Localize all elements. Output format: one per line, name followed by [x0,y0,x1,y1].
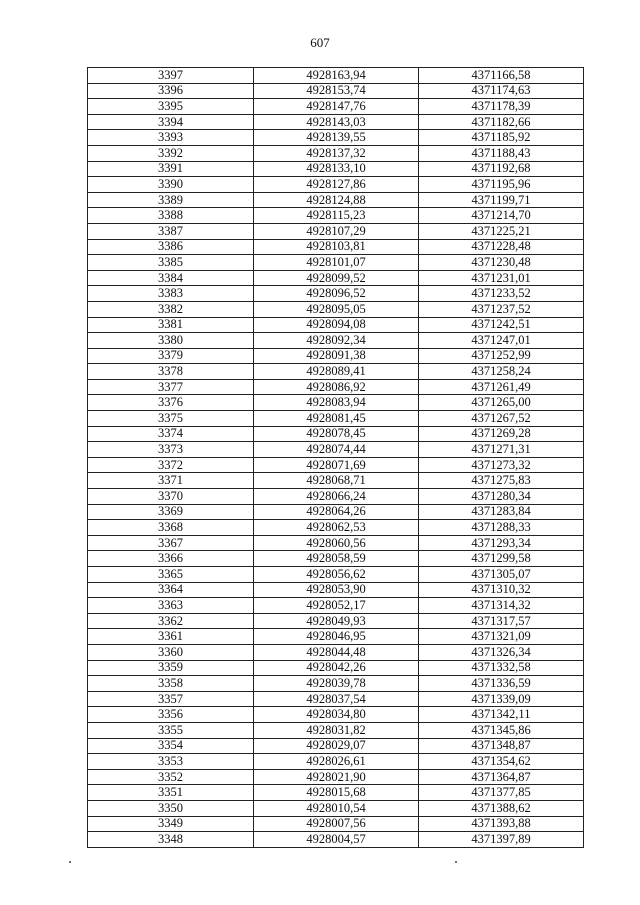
x-coordinate-cell: 4928115,23 [254,208,419,224]
table-row [88,348,584,364]
y-coordinate-cell: 4371377,85 [419,785,584,801]
y-coordinate-cell: 4371192,68 [419,161,584,177]
point-number-cell: 3396 [88,83,254,99]
x-coordinate-cell: 4928124,88 [254,192,419,208]
table-row [88,738,584,754]
table-row [88,270,584,286]
y-coordinate-cell: 4371317,57 [419,613,584,629]
y-coordinate-cell: 4371273,32 [419,457,584,473]
y-coordinate-cell: 4371233,52 [419,286,584,302]
table-row [88,208,584,224]
table-row [88,644,584,660]
x-coordinate-cell: 4928031,82 [254,722,419,738]
y-coordinate-cell: 4371388,62 [419,800,584,816]
point-number-cell: 3395 [88,99,254,115]
table-row [88,629,584,645]
x-coordinate-cell: 4928037,54 [254,691,419,707]
x-coordinate-cell: 4928139,55 [254,130,419,146]
x-coordinate-cell: 4928071,69 [254,457,419,473]
x-coordinate-cell: 4928137,32 [254,145,419,161]
y-coordinate-cell: 4371214,70 [419,208,584,224]
table-row [88,223,584,239]
x-coordinate-cell: 4928026,61 [254,754,419,770]
y-coordinate-cell: 4371275,83 [419,473,584,489]
table-row [88,83,584,99]
y-coordinate-cell: 4371345,86 [419,722,584,738]
point-number-cell: 3371 [88,473,254,489]
point-number-cell: 3353 [88,754,254,770]
point-number-cell: 3363 [88,598,254,614]
table-row [88,379,584,395]
table-row [88,442,584,458]
point-number-cell: 3372 [88,457,254,473]
y-coordinate-cell: 4371339,09 [419,691,584,707]
point-number-cell: 3361 [88,629,254,645]
x-coordinate-cell: 4928015,68 [254,785,419,801]
y-coordinate-cell: 4371230,48 [419,255,584,271]
point-number-cell: 3397 [88,68,254,84]
x-coordinate-cell: 4928092,34 [254,333,419,349]
y-coordinate-cell: 4371195,96 [419,177,584,193]
x-coordinate-cell: 4928081,45 [254,411,419,427]
table-row [88,177,584,193]
point-number-cell: 3378 [88,364,254,380]
x-coordinate-cell: 4928007,56 [254,816,419,832]
scan-speck-left [69,861,71,863]
x-coordinate-cell: 4928107,29 [254,223,419,239]
x-coordinate-cell: 4928096,52 [254,286,419,302]
table-row [88,130,584,146]
point-number-cell: 3374 [88,426,254,442]
y-coordinate-cell: 4371237,52 [419,301,584,317]
point-number-cell: 3376 [88,395,254,411]
y-coordinate-cell: 4371364,87 [419,769,584,785]
table-row [88,707,584,723]
table-row [88,832,584,848]
table-row [88,364,584,380]
page-number: 607 [310,35,330,50]
point-number-cell: 3391 [88,161,254,177]
y-coordinate-cell: 4371242,51 [419,317,584,333]
point-number-cell: 3392 [88,145,254,161]
table-row [88,161,584,177]
point-number-cell: 3386 [88,239,254,255]
y-coordinate-cell: 4371174,63 [419,83,584,99]
table-row [88,660,584,676]
point-number-cell: 3356 [88,707,254,723]
x-coordinate-cell: 4928095,05 [254,301,419,317]
y-coordinate-cell: 4371283,84 [419,504,584,520]
point-number-cell: 3350 [88,800,254,816]
x-coordinate-cell: 4928010,54 [254,800,419,816]
table-row [88,192,584,208]
x-coordinate-cell: 4928133,10 [254,161,419,177]
point-number-cell: 3352 [88,769,254,785]
point-number-cell: 3348 [88,832,254,848]
point-number-cell: 3365 [88,567,254,583]
y-coordinate-cell: 4371348,87 [419,738,584,754]
table-row [88,598,584,614]
y-coordinate-cell: 4371299,58 [419,551,584,567]
table-row [88,676,584,692]
x-coordinate-cell: 4928029,07 [254,738,419,754]
point-number-cell: 3380 [88,333,254,349]
y-coordinate-cell: 4371288,33 [419,520,584,536]
table-row [88,255,584,271]
x-coordinate-cell: 4928089,41 [254,364,419,380]
y-coordinate-cell: 4371314,32 [419,598,584,614]
x-coordinate-cell: 4928163,94 [254,68,419,84]
x-coordinate-cell: 4928153,74 [254,83,419,99]
point-number-cell: 3373 [88,442,254,458]
y-coordinate-cell: 4371231,01 [419,270,584,286]
table-row [88,68,584,84]
y-coordinate-cell: 4371252,99 [419,348,584,364]
table-row [88,286,584,302]
x-coordinate-cell: 4928034,80 [254,707,419,723]
table-row [88,769,584,785]
table-row [88,426,584,442]
y-coordinate-cell: 4371185,92 [419,130,584,146]
y-coordinate-cell: 4371269,28 [419,426,584,442]
point-number-cell: 3377 [88,379,254,395]
table-row [88,317,584,333]
point-number-cell: 3364 [88,582,254,598]
y-coordinate-cell: 4371166,58 [419,68,584,84]
x-coordinate-cell: 4928143,03 [254,114,419,130]
x-coordinate-cell: 4928064,26 [254,504,419,520]
x-coordinate-cell: 4928074,44 [254,442,419,458]
x-coordinate-cell: 4928101,07 [254,255,419,271]
x-coordinate-cell: 4928004,57 [254,832,419,848]
point-number-cell: 3390 [88,177,254,193]
x-coordinate-cell: 4928039,78 [254,676,419,692]
y-coordinate-cell: 4371336,59 [419,676,584,692]
y-coordinate-cell: 4371326,34 [419,644,584,660]
point-number-cell: 3379 [88,348,254,364]
x-coordinate-cell: 4928094,08 [254,317,419,333]
table-row [88,520,584,536]
table-row [88,785,584,801]
table-row [88,489,584,505]
x-coordinate-cell: 4928056,62 [254,567,419,583]
y-coordinate-cell: 4371199,71 [419,192,584,208]
y-coordinate-cell: 4371258,24 [419,364,584,380]
table-row [88,551,584,567]
y-coordinate-cell: 4371178,39 [419,99,584,115]
point-number-cell: 3385 [88,255,254,271]
scan-speck-right [455,861,457,863]
table-row [88,800,584,816]
point-number-cell: 3381 [88,317,254,333]
y-coordinate-cell: 4371265,00 [419,395,584,411]
point-number-cell: 3351 [88,785,254,801]
point-number-cell: 3389 [88,192,254,208]
x-coordinate-cell: 4928103,81 [254,239,419,255]
x-coordinate-cell: 4928086,92 [254,379,419,395]
table-row [88,411,584,427]
table-row [88,333,584,349]
table-row [88,504,584,520]
x-coordinate-cell: 4928066,24 [254,489,419,505]
y-coordinate-cell: 4371310,32 [419,582,584,598]
point-number-cell: 3368 [88,520,254,536]
table-row [88,473,584,489]
table-row [88,582,584,598]
point-number-cell: 3393 [88,130,254,146]
x-coordinate-cell: 4928078,45 [254,426,419,442]
table-row [88,301,584,317]
y-coordinate-cell: 4371271,31 [419,442,584,458]
table-row [88,816,584,832]
y-coordinate-cell: 4371225,21 [419,223,584,239]
table-row [88,613,584,629]
point-number-cell: 3382 [88,301,254,317]
y-coordinate-cell: 4371188,43 [419,145,584,161]
y-coordinate-cell: 4371393,88 [419,816,584,832]
point-number-cell: 3362 [88,613,254,629]
x-coordinate-cell: 4928052,17 [254,598,419,614]
point-number-cell: 3359 [88,660,254,676]
table-row [88,722,584,738]
table-row [88,145,584,161]
table-row [88,457,584,473]
x-coordinate-cell: 4928049,93 [254,613,419,629]
x-coordinate-cell: 4928053,90 [254,582,419,598]
x-coordinate-cell: 4928058,59 [254,551,419,567]
point-number-cell: 3366 [88,551,254,567]
x-coordinate-cell: 4928099,52 [254,270,419,286]
point-number-cell: 3384 [88,270,254,286]
table-row [88,395,584,411]
point-number-cell: 3387 [88,223,254,239]
point-number-cell: 3375 [88,411,254,427]
y-coordinate-cell: 4371261,49 [419,379,584,395]
y-coordinate-cell: 4371267,52 [419,411,584,427]
coordinates-table-body [88,68,584,848]
y-coordinate-cell: 4371321,09 [419,629,584,645]
point-number-cell: 3355 [88,722,254,738]
table-row [88,567,584,583]
y-coordinate-cell: 4371293,34 [419,535,584,551]
y-coordinate-cell: 4371247,01 [419,333,584,349]
y-coordinate-cell: 4371397,89 [419,832,584,848]
point-number-cell: 3370 [88,489,254,505]
x-coordinate-cell: 4928046,95 [254,629,419,645]
x-coordinate-cell: 4928127,86 [254,177,419,193]
point-number-cell: 3367 [88,535,254,551]
point-number-cell: 3358 [88,676,254,692]
coordinates-table [87,67,584,848]
x-coordinate-cell: 4928021,90 [254,769,419,785]
table-row [88,535,584,551]
table-row [88,239,584,255]
y-coordinate-cell: 4371228,48 [419,239,584,255]
point-number-cell: 3354 [88,738,254,754]
y-coordinate-cell: 4371182,66 [419,114,584,130]
y-coordinate-cell: 4371332,58 [419,660,584,676]
y-coordinate-cell: 4371305,07 [419,567,584,583]
table-row [88,691,584,707]
x-coordinate-cell: 4928147,76 [254,99,419,115]
y-coordinate-cell: 4371342,11 [419,707,584,723]
x-coordinate-cell: 4928083,94 [254,395,419,411]
point-number-cell: 3383 [88,286,254,302]
table-row [88,99,584,115]
point-number-cell: 3360 [88,644,254,660]
table-row [88,754,584,770]
x-coordinate-cell: 4928042,26 [254,660,419,676]
x-coordinate-cell: 4928060,56 [254,535,419,551]
y-coordinate-cell: 4371354,62 [419,754,584,770]
point-number-cell: 3388 [88,208,254,224]
x-coordinate-cell: 4928062,53 [254,520,419,536]
point-number-cell: 3357 [88,691,254,707]
point-number-cell: 3369 [88,504,254,520]
x-coordinate-cell: 4928068,71 [254,473,419,489]
point-number-cell: 3394 [88,114,254,130]
x-coordinate-cell: 4928091,38 [254,348,419,364]
x-coordinate-cell: 4928044,48 [254,644,419,660]
point-number-cell: 3349 [88,816,254,832]
table-row [88,114,584,130]
y-coordinate-cell: 4371280,34 [419,489,584,505]
